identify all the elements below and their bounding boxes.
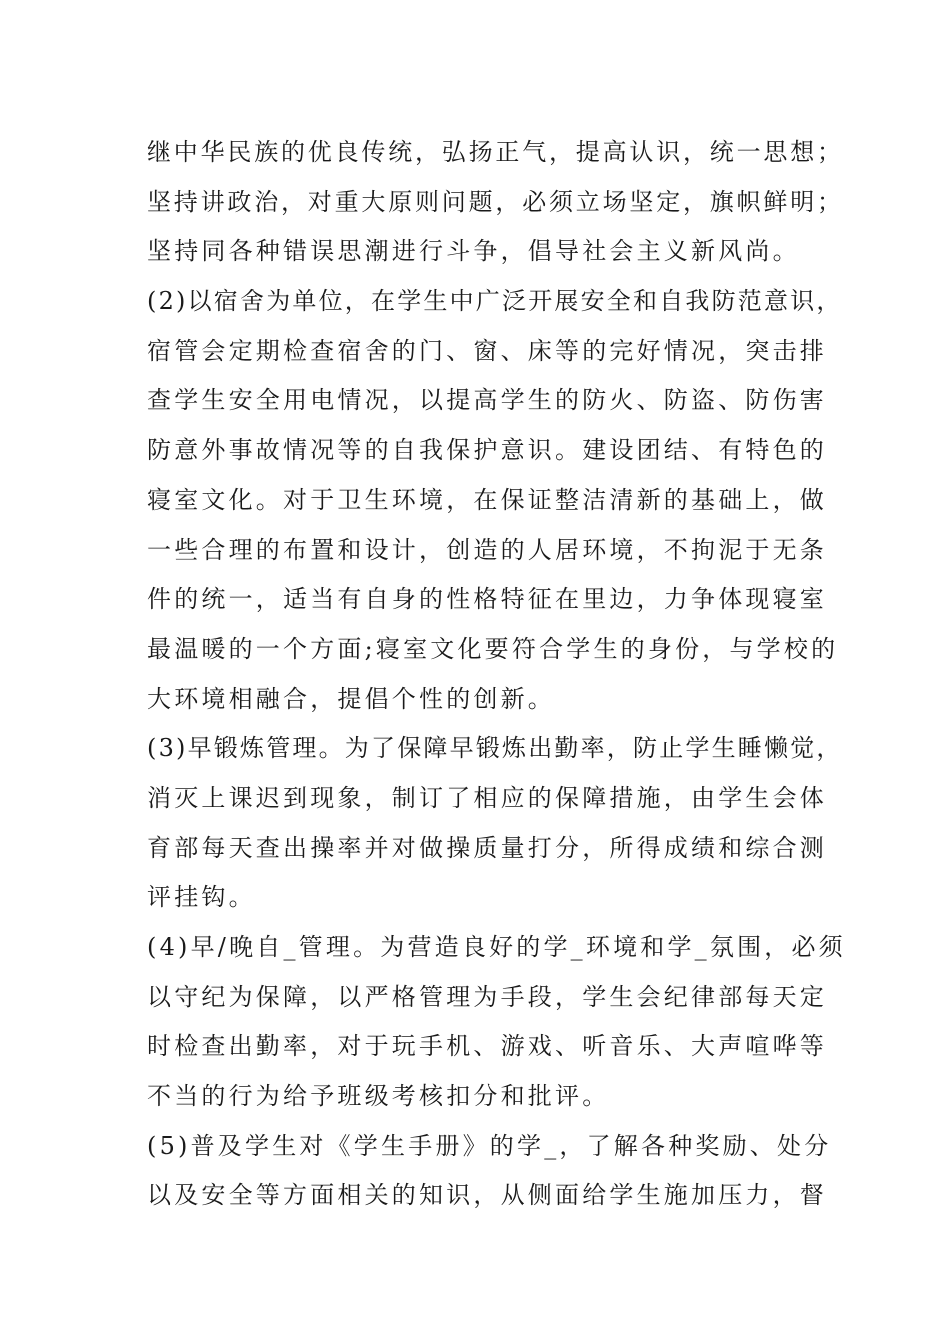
text-line: (2)以宿舍为单位，在学生中广泛开展安全和自我防范意识， (147, 287, 843, 316)
text-line: 不当的行为给予班级考核扣分和批评。 (147, 1082, 610, 1111)
text-line: 消灭上课迟到现象，制订了相应的保障措施，由学生会体 (147, 783, 827, 812)
text-line: 以及安全等方面相关的知识，从侧面给学生施加压力，督 (147, 1181, 827, 1210)
text-line: 继中华民族的优良传统，弘扬正气，提高认识，统一思想； (147, 138, 844, 166)
text-line: 最温暖的一个方面;寝室文化要符合学生的身份，与学校的 (147, 634, 839, 663)
text-line: 坚持讲政治，对重大原则问题，必须立场坚定，旗帜鲜明； (147, 187, 844, 216)
text-line: 时检查出勤率，对于玩手机、游戏、听音乐、大声喧哗等 (147, 1032, 827, 1061)
text-line: 防意外事故情况等的自我保护意识。建设团结、有特色的 (147, 436, 827, 465)
text-line: 一些合理的布置和设计，创造的人居环境，不拘泥于无条 (147, 535, 827, 564)
text-line: (5)普及学生对《学生手册》的学_，了解各种奖励、处分 (147, 1131, 832, 1160)
text-line: (4)早/晚自_管理。为营造良好的学_环境和学_氛围，必须 (147, 933, 846, 961)
body-text (147, 128, 847, 1221)
text-line: 育部每天查出操率并对做操质量打分，所得成绩和综合测 (147, 833, 827, 862)
text-line: 宿管会定期检查宿舍的门、窗、床等的完好情况，突击排 (147, 336, 827, 365)
text-line: 以守纪为保障，以严格管理为手段，学生会纪律部每天定 (147, 982, 827, 1011)
text-line: 寝室文化。对于卫生环境，在保证整洁清新的基础上，做 (147, 485, 827, 514)
text-line: 查学生安全用电情况，以提高学生的防火、防盗、防伤害 (147, 386, 827, 415)
text-line: 件的统一，适当有自身的性格特征在里边，力争体现寝室 (147, 585, 827, 614)
text-line: (3)早锻炼管理。为了保障早锻炼出勤率，防止学生睡懒觉， (147, 734, 843, 763)
text-line: 评挂钩。 (147, 883, 256, 912)
text-line: 大环境相融合，提倡个性的创新。 (147, 684, 555, 713)
text-line: 坚持同各种错误思潮进行斗争，倡导社会主义新风尚。 (147, 237, 800, 266)
